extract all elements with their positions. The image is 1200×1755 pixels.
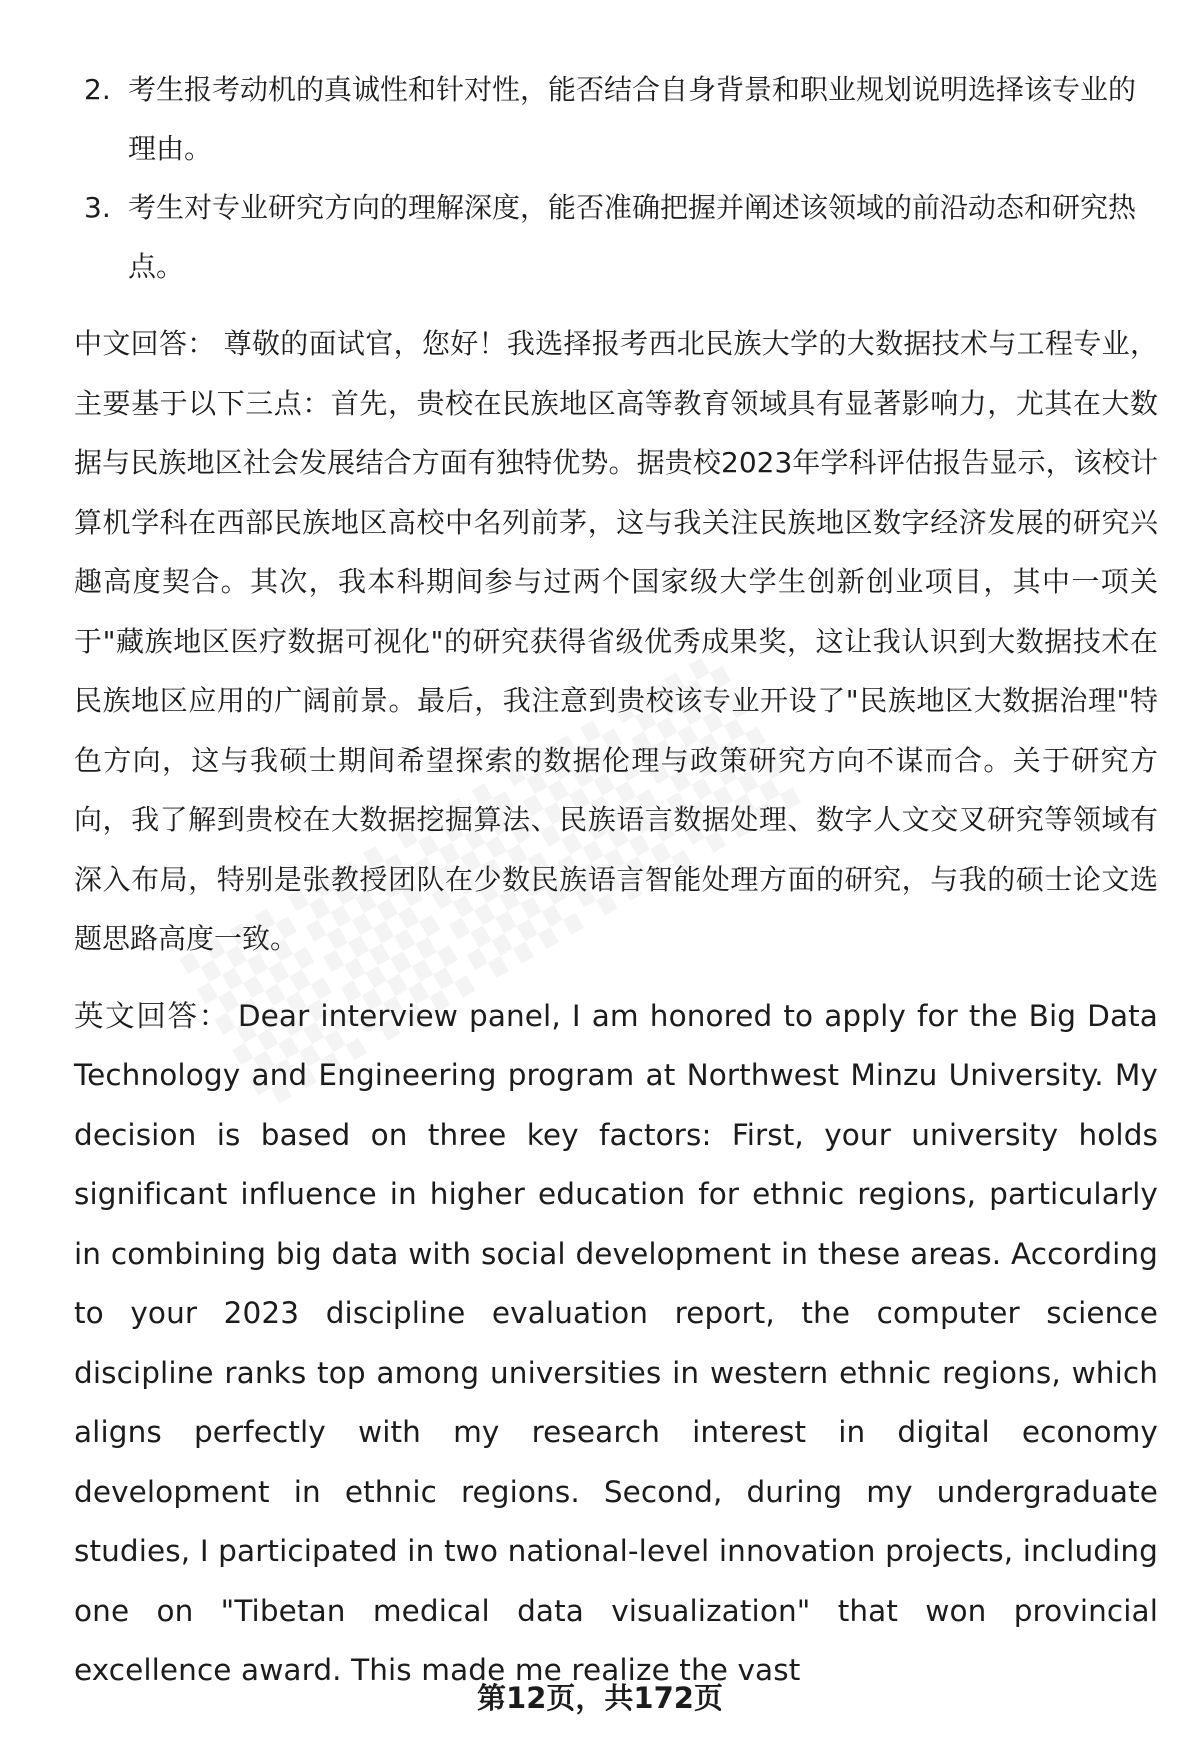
list-item-text: 考生报考动机的真诚性和针对性，能否结合自身背景和职业规划说明选择该专业的理由。 [128,73,1137,165]
list-item-number: 3. [84,191,111,224]
english-answer-text: Dear interview panel, I am honored to apply for the Big Data Technology and Engineering program at Northwest Minzu University. My decision is based on three key factors: First, your university holds significant influence in higher education for ethnic regions, particularly in combining big data with social development in these areas. According to your 2023 discipline evaluation report, the computer science discipline ranks top among universities in western ethnic regions, which aligns perfectly with my research interest in digital economy development in ethnic regions. Second, during my undergraduate studies, I participated in two national-level innovation projects, including one on "Tibetan medical data visualization" that won provincial excellence award. This made me realize the vast [74,998,1158,1687]
list-item [74,60,1158,178]
english-answer-label: 英文回答： [74,998,230,1033]
chinese-answer-label: 中文回答： [74,327,216,360]
evaluation-criteria-list [74,60,1158,296]
chinese-answer-text: 尊敬的面试官，您好！我选择报考西北民族大学的大数据技术与工程专业，主要基于以下三点：首先，贵校在民族地区高等教育领域具有显著影响力，尤其在大数据与民族地区社会发展结合方面有独特优势。据贵校2023年学科评估报告显示，该校计算机学科在西部民族地区高校中名列前茅，这与我关注民族地区数字经济发展的研究兴趣高度契合。其次，我本科期间参与过两个国家级大学生创新创业项目，其中一项关于"藏族地区医疗数据可视化"的研究获得省级优秀成果奖，这让我认识到大数据技术在民族地区应用的广阔前景。最后，我注意到贵校该专业开设了"民族地区大数据治理"特色方向，这与我硕士期间希望探索的数据伦理与政策研究方向不谋而合。关于研究方向，我了解到贵校在大数据挖掘算法、民族语言数据处理、数字人文交叉研究等领域有深入布局，特别是张教授团队在少数民族语言智能处理方面的研究，与我的硕士论文选题思路高度一致。 [74,327,1158,955]
document-page [74,60,1158,1701]
list-item-text: 考生对专业研究方向的理解深度，能否准确把握并阐述该领域的前沿动态和研究热点。 [128,191,1137,283]
list-item [74,178,1158,296]
page-number-footer: 第12页，共172页 [477,1681,723,1715]
list-item-number: 2. [84,73,111,106]
english-answer-paragraph [74,987,1158,1701]
chinese-answer-paragraph [74,314,1158,969]
